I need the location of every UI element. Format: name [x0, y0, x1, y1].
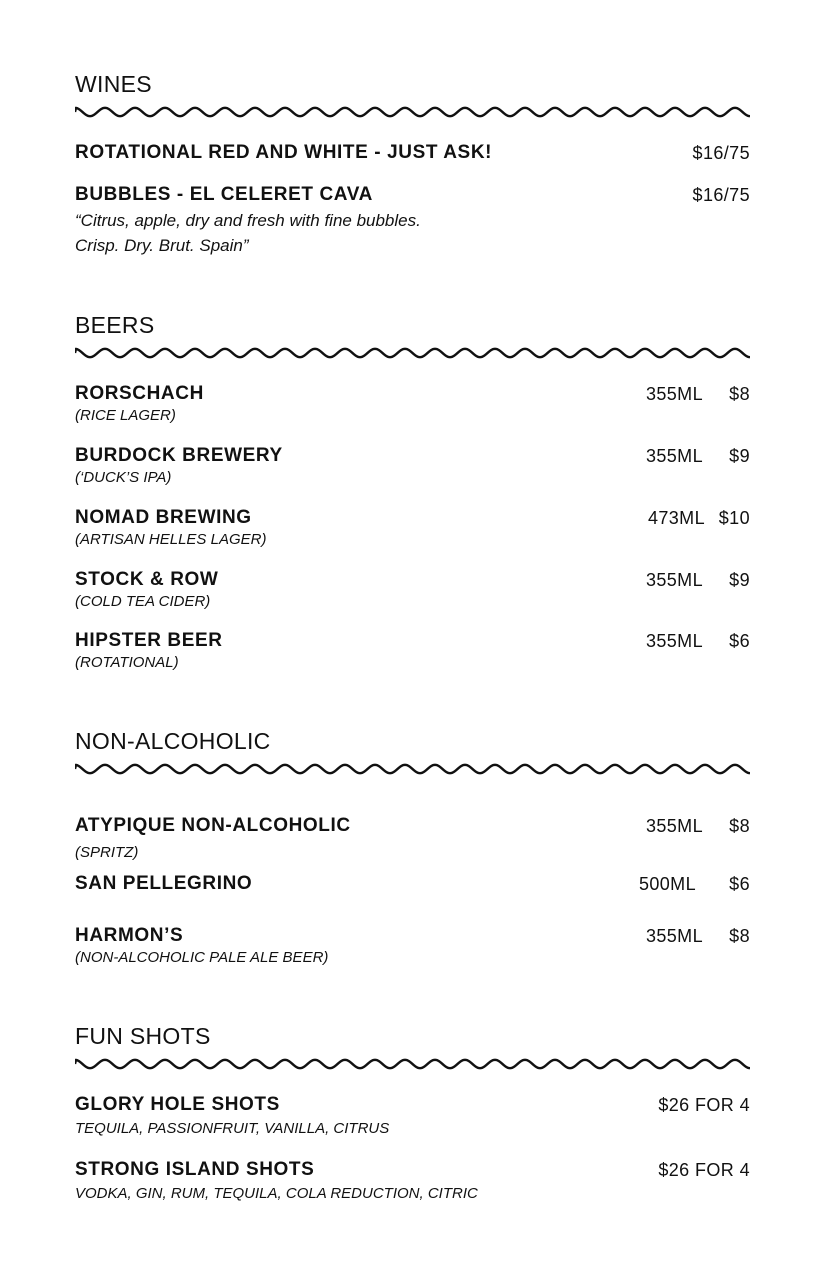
- item-description-line-1: “Citrus, apple, dry and fresh with fine bubbles.: [75, 211, 421, 230]
- item-name: HIPSTER BEER: [75, 630, 223, 651]
- item-name: RORSCHACH: [75, 383, 204, 404]
- item-size: 473ML: [647, 508, 705, 528]
- item-description-line-2: Crisp. Dry. Brut. Spain”: [75, 236, 249, 255]
- item-name: ATYPIQUE NON-ALCOHOLIC: [75, 815, 351, 836]
- item-description: VODKA, GIN, RUM, TEQUILA, COLA REDUCTION, CITRIC: [75, 1185, 478, 1202]
- item-description: (NON-ALCOHOLIC PALE ALE BEER): [75, 949, 329, 966]
- section-title-wines: WINES: [75, 71, 152, 97]
- wave-divider-icon: [75, 763, 750, 775]
- item-name: NOMAD BREWING: [75, 507, 252, 528]
- item-name: STOCK & ROW: [75, 569, 219, 590]
- item-price: $8: [729, 926, 750, 946]
- item-size: 355ML: [645, 631, 703, 651]
- item-name: BUBBLES - EL CELERET CAVA: [75, 184, 373, 205]
- item-description: (‘DUCK’S IPA): [75, 469, 172, 486]
- item-name: HARMON’S: [75, 925, 184, 946]
- section-title-non-alcoholic: NON-ALCOHOLIC: [75, 728, 271, 754]
- item-name: SAN PELLEGRINO: [75, 873, 253, 894]
- wave-divider-icon: [75, 347, 750, 359]
- item-price: $8: [729, 816, 750, 836]
- item-description: (SPRITZ): [75, 844, 139, 861]
- item-price: $9: [729, 570, 750, 590]
- item-name: GLORY HOLE SHOTS: [75, 1094, 280, 1115]
- item-size: 355ML: [645, 446, 703, 466]
- item-size: 355ML: [645, 926, 703, 946]
- item-name: ROTATIONAL RED AND WHITE - JUST ASK!: [75, 142, 493, 163]
- wave-divider-icon: [75, 106, 750, 118]
- section-title-fun-shots: FUN SHOTS: [75, 1023, 211, 1049]
- item-price: $26 FOR 4: [658, 1160, 750, 1180]
- item-size: 500ML: [638, 874, 696, 894]
- item-price: $6: [729, 874, 750, 894]
- item-name: BURDOCK BREWERY: [75, 445, 283, 466]
- item-price: $16/75: [692, 143, 750, 163]
- item-description: TEQUILA, PASSIONFRUIT, VANILLA, CITRUS: [75, 1120, 390, 1137]
- item-price: $16/75: [692, 185, 750, 205]
- item-price: $8: [729, 384, 750, 404]
- item-price: $10: [718, 508, 750, 528]
- item-size: 355ML: [645, 816, 703, 836]
- item-description: (ROTATIONAL): [75, 654, 179, 671]
- item-description: (COLD TEA CIDER): [75, 593, 211, 610]
- item-price: $9: [729, 446, 750, 466]
- section-title-beers: BEERS: [75, 312, 155, 338]
- item-size: 355ML: [645, 570, 703, 590]
- item-price: $6: [729, 631, 750, 651]
- item-size: 355ML: [645, 384, 703, 404]
- wave-divider-icon: [75, 1058, 750, 1070]
- item-description: (RICE LAGER): [75, 407, 176, 424]
- item-name: STRONG ISLAND SHOTS: [75, 1159, 315, 1180]
- item-description: (ARTISAN HELLES LAGER): [75, 531, 267, 548]
- item-price: $26 FOR 4: [658, 1095, 750, 1115]
